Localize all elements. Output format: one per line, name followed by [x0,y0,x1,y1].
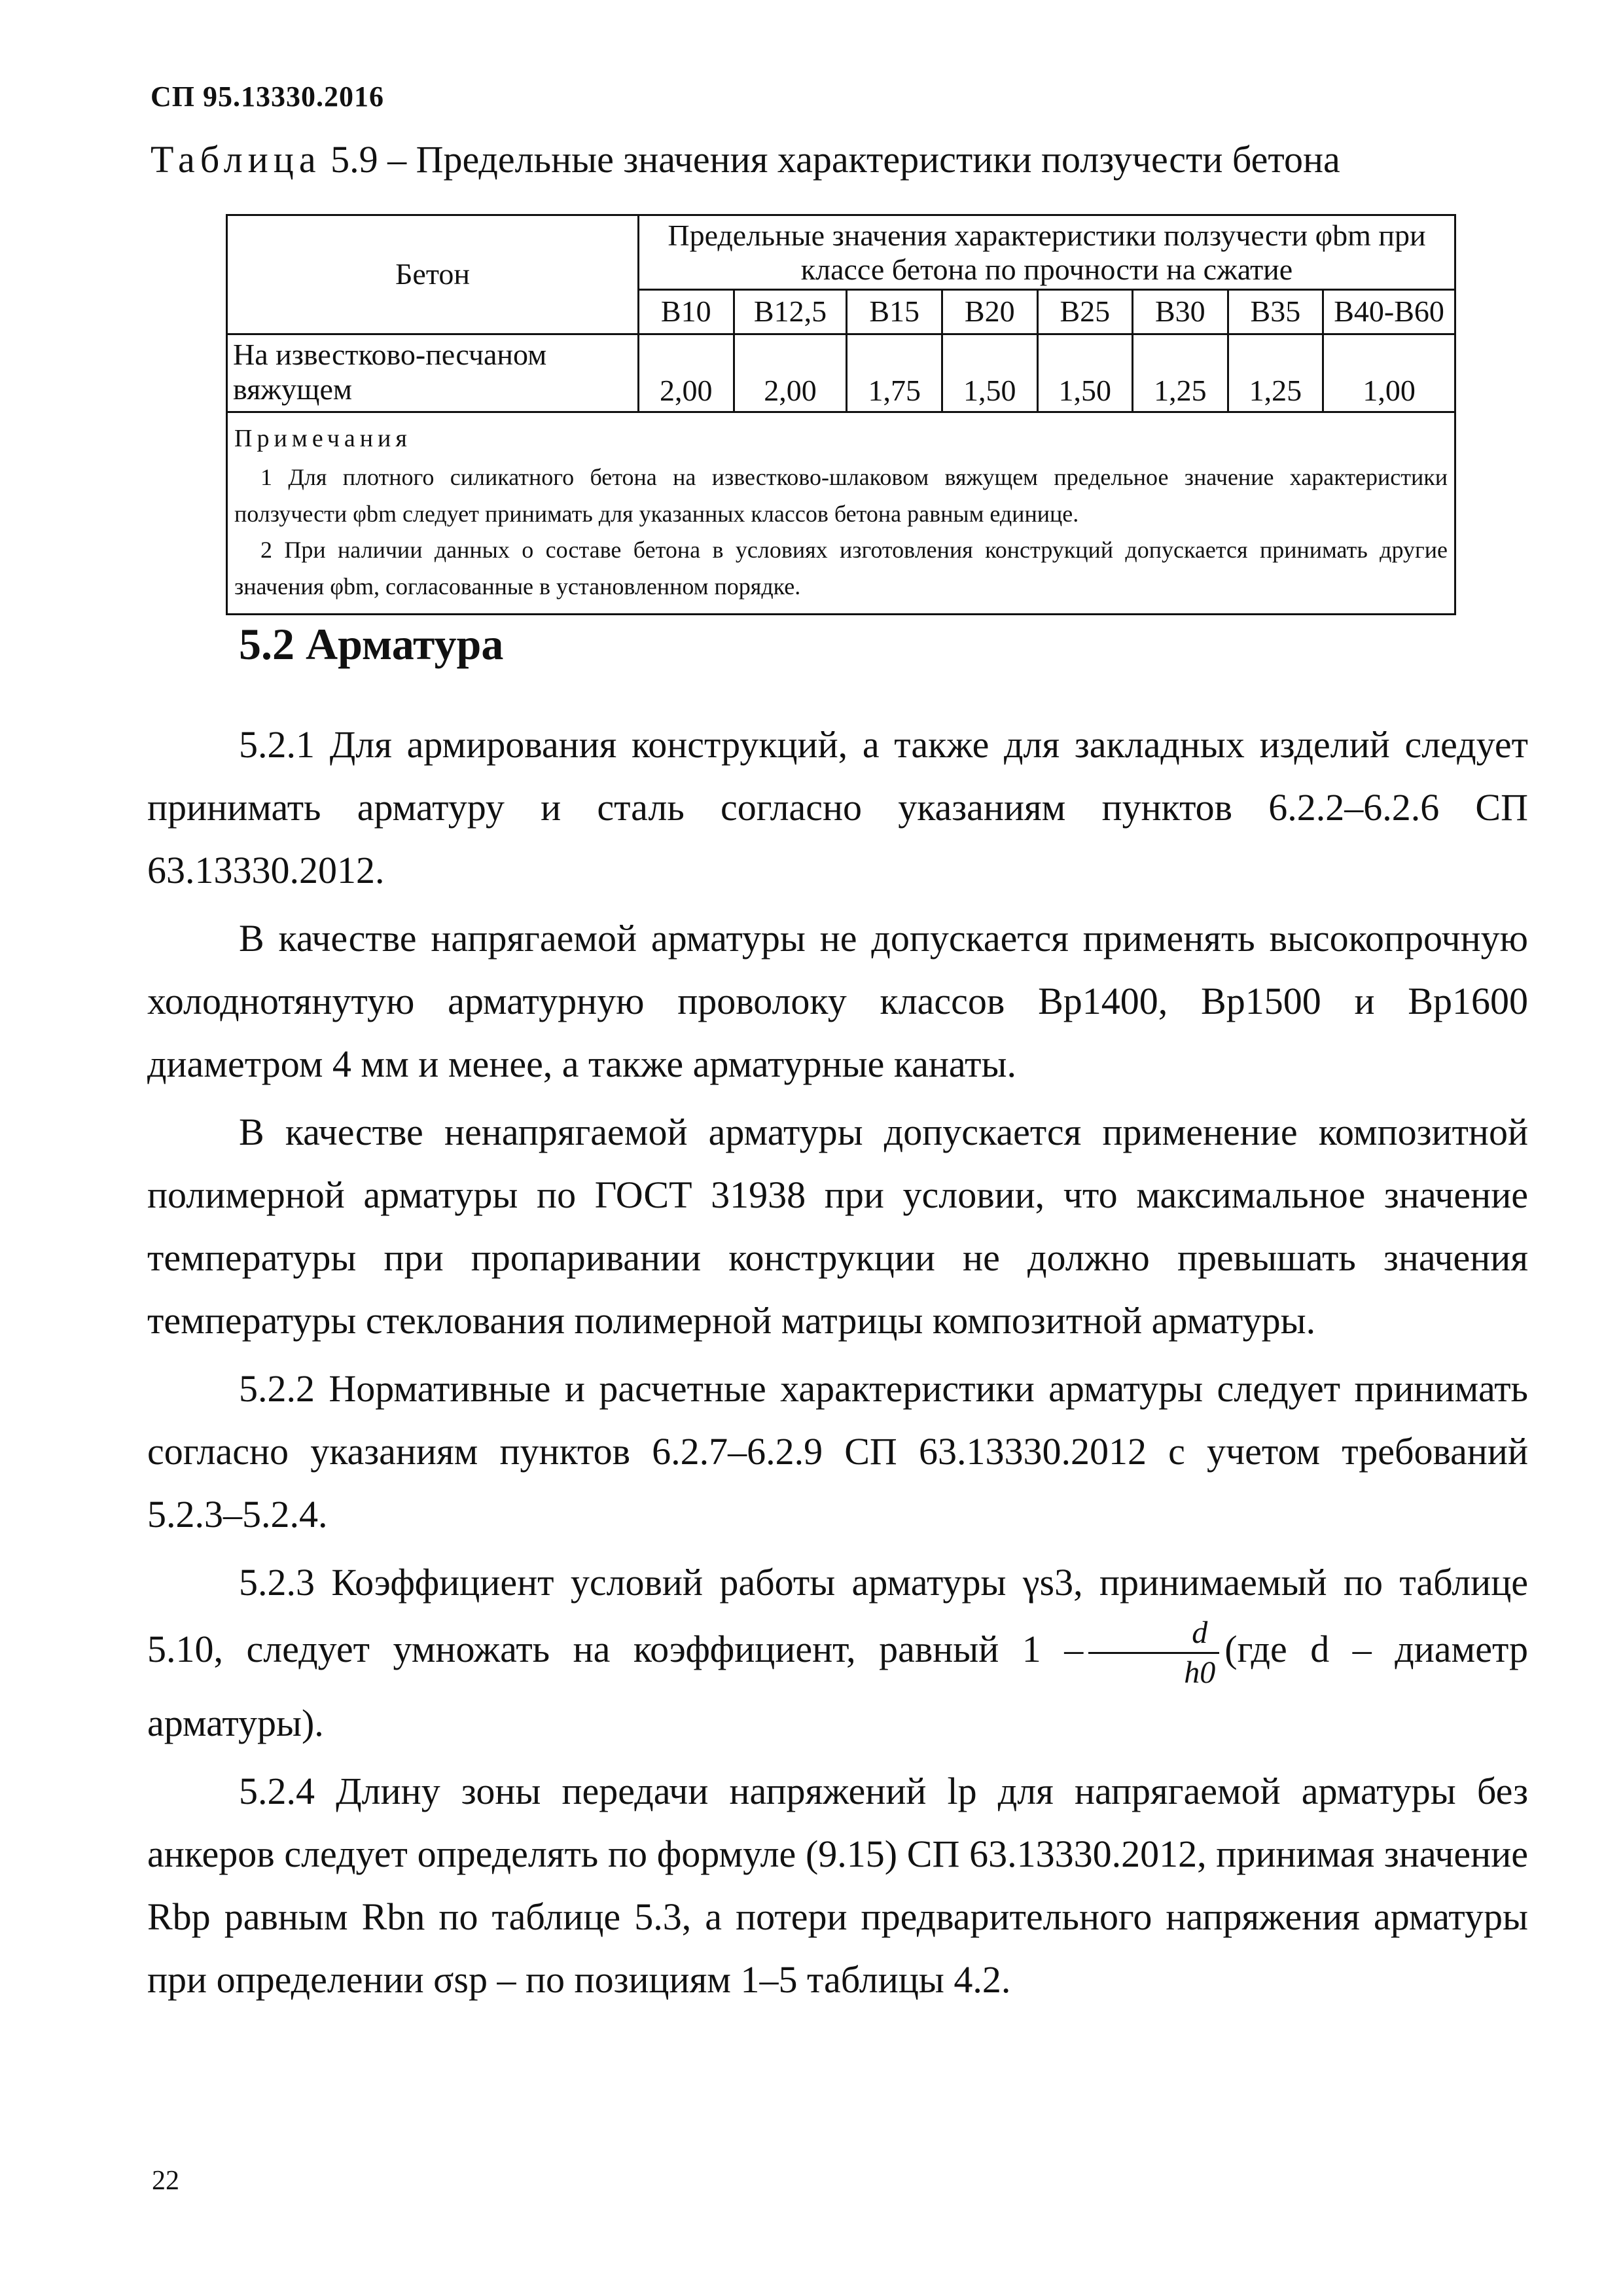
class-header-cell: В25 [1037,290,1133,334]
table-header-row [227,215,1455,290]
paragraph-5-2-3 [147,1551,1528,1755]
note-2: 2 При наличии данных о составе бетона в условиях изготовления конструкций допускается принимать другие значения φbm, согласованные в установленном порядке. [234,537,1448,600]
paragraph-prestressed: В качестве напрягаемой арматуры не допускается применять высокопрочную холоднотянутую арматурную проволоку классов Вр1400, Вр1500 и Вр1600 диаметром 4 мм и менее, а также арматурные канаты. [147,917,1528,1085]
table-title-prefix: Таблица [151,138,321,181]
value-cell: 1,50 [1037,334,1133,412]
row-label-binder: На известково-песчаном вяжущем [227,334,639,412]
value-cell: 1,50 [942,334,1037,412]
notes-title: Примечания [234,424,412,452]
page-number: 22 [152,2166,179,2196]
notes-cell [227,412,1455,614]
class-header-cell: В35 [1228,290,1323,334]
paragraph-5-2-3-text: 5.2.3 Коэффициент условий работы арматуры γs3, принимаемый по таблице 5.10, следует умножать на коэффициент, равный 1 – [147,1561,1528,1670]
paragraph-5-2-3-tail: (где d – диаметр арматуры). [147,1627,1529,1744]
value-cell: 1,25 [1228,334,1323,412]
paragraph-nonprestressed: В качестве ненапрягаемой арматуры допускается применение композитной полимерной арматуры по ГОСТ 31938 при условии, что максимальное значение температуры при пропаривании конструкции не должно превышать значения температуры стеклования полимерной матрицы композитной арматуры. [147,1111,1528,1342]
value-cell: 1,75 [847,334,942,412]
section-body [147,713,1528,2017]
class-header-cell: В20 [942,290,1037,334]
fraction-denominator: h0 [1184,1655,1216,1690]
table-notes-row [227,412,1455,614]
class-header-cell: В30 [1133,290,1228,334]
fraction-numerator: d [1088,1614,1219,1654]
value-cell: 2,00 [639,334,734,412]
paragraph-5-2-2: 5.2.2 Нормативные и расчетные характеристики арматуры следует принимать согласно указаниям пунктов 6.2.7–6.2.9 СП 63.13330.2012 с учетом требований 5.2.3–5.2.4. [147,1367,1528,1535]
paragraph-5-2-1: 5.2.1 Для армирования конструкций, а также для закладных изделий следует принимать арматуру и сталь согласно указаниям пунктов 6.2.2–6.2.6 СП 63.13330.2012. [147,723,1528,891]
paragraph-5-2-4: 5.2.4 Длину зоны передачи напряжений lp для напрягаемой арматуры без анкеров следует определять по формуле (9.15) СП 63.13330.2012, принимая значение Rbp равным Rbn по таблице 5.3, а потери предварительного напряжения арматуры при определении σsp – по позициям 1–5 таблицы 4.2. [147,1770,1528,2001]
document-code: СП 95.13330.2016 [151,81,384,113]
class-header-cell: В15 [847,290,942,334]
value-cell: 2,00 [734,334,847,412]
column-header-beton: Бетон [227,215,639,334]
note-1: 1 Для плотного силикатного бетона на известково-шлаковом вяжущем предельное значение характеристики ползучести φbm следует принимать для указанных классов бетона равным единице. [234,463,1448,527]
section-heading: 5.2 Арматура [239,619,504,669]
class-header-cell: В10 [639,290,734,334]
value-cell: 1,25 [1133,334,1228,412]
table-data-row [227,334,1455,412]
class-header-cell: В40-В60 [1323,290,1455,334]
table-title [151,137,1340,181]
creep-characteristics-table [226,214,1456,615]
class-header-cell: В12,5 [734,290,847,334]
fraction-d-over-h0 [1088,1614,1219,1692]
table-title-text: 5.9 – Предельные значения характеристики ползучести бетона [321,138,1340,181]
column-header-limit-values: Предельные значения характеристики ползучести φbm при классе бетона по прочности на сжатие [639,215,1455,290]
value-cell: 1,00 [1323,334,1455,412]
